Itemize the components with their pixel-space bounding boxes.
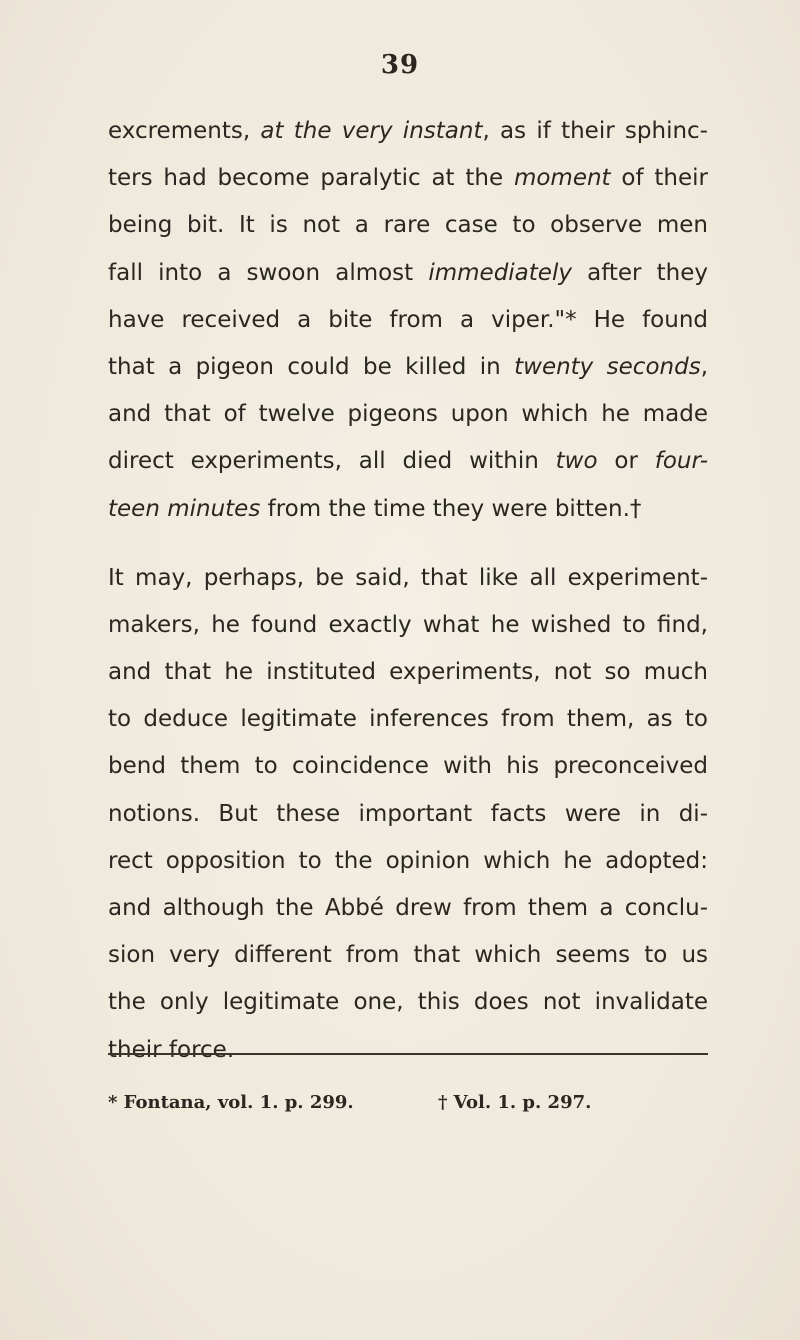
italic-text: at the very instant: [260, 118, 483, 144]
text-line: [108, 932, 708, 979]
text-segment: notions. But these important facts were in di-: [108, 800, 708, 827]
text-line: [108, 202, 708, 249]
text-line: [108, 696, 708, 743]
paragraph: [108, 555, 708, 1074]
italic-text: four-: [654, 448, 708, 475]
text-line: [108, 602, 708, 649]
text-line: [108, 486, 708, 533]
text-line: [108, 838, 708, 885]
footnote-vol: † Vol. 1. p. 297.: [438, 1092, 592, 1113]
text-line: [108, 391, 708, 438]
text-segment: bend them to coincidence with his preconceived: [108, 753, 708, 780]
text-line: [108, 743, 708, 790]
text-line: [108, 438, 708, 485]
text-segment: ,: [700, 353, 708, 380]
text-segment: to deduce legitimate inferences from them, as to: [108, 706, 708, 733]
text-segment: ters had become paralytic at the: [108, 165, 514, 192]
text-segment: being bit. It is not a rare case to observe men: [108, 212, 708, 239]
text-segment: after they: [571, 259, 708, 286]
text-segment: or: [597, 448, 655, 475]
paragraph: [108, 108, 708, 533]
text-segment: It may, perhaps, be said, that like all experiment-: [108, 564, 708, 591]
text-segment: from the time they were bitten.†: [260, 495, 642, 522]
text-segment: , as if their sphinc-: [482, 118, 708, 144]
text-line: [108, 885, 708, 932]
text-segment: makers, he found exactly what he wished to find,: [108, 611, 708, 638]
text-segment: the only legitimate one, this does not invalidate: [108, 989, 708, 1016]
italic-text: twenty seconds: [514, 353, 701, 380]
footnote-fontana: * Fontana, vol. 1. p. 299.: [108, 1092, 354, 1113]
text-segment: direct experiments, all died within: [108, 448, 556, 475]
footnote-rule: [108, 1053, 708, 1055]
paragraph-gap: [108, 533, 708, 555]
text-line: [108, 1027, 708, 1074]
italic-text: teen minutes: [108, 495, 261, 522]
text-segment: rect opposition to the opinion which he adopted:: [108, 847, 708, 874]
italic-text: two: [555, 448, 598, 475]
text-segment: and that of twelve pigeons upon which he made: [108, 401, 708, 428]
text-segment: have received a bite from a viper."* He found: [108, 306, 708, 333]
text-line: [108, 155, 708, 202]
text-line: [108, 649, 708, 696]
text-segment: their force.: [108, 1036, 235, 1063]
text-segment: excrements,: [108, 118, 261, 144]
text-line: [108, 297, 708, 344]
text-segment: and although the Abbé drew from them a conclu-: [108, 895, 708, 921]
text-line: [108, 791, 708, 838]
text-segment: fall into a swoon almost: [108, 259, 429, 286]
text-line: [108, 108, 708, 155]
text-segment: sion very different from that which seems to us: [108, 942, 708, 969]
text-line: [108, 979, 708, 1026]
body-text: [108, 108, 708, 1074]
italic-text: immediately: [428, 259, 572, 286]
text-line: [108, 555, 708, 602]
text-segment: and that he instituted experiments, not so much: [108, 659, 708, 686]
italic-text: moment: [513, 165, 611, 192]
page-number: 39: [380, 50, 420, 80]
text-line: [108, 250, 708, 297]
text-segment: of their: [610, 165, 708, 192]
text-line: [108, 344, 708, 391]
text-segment: that a pigeon could be killed in: [108, 353, 515, 380]
